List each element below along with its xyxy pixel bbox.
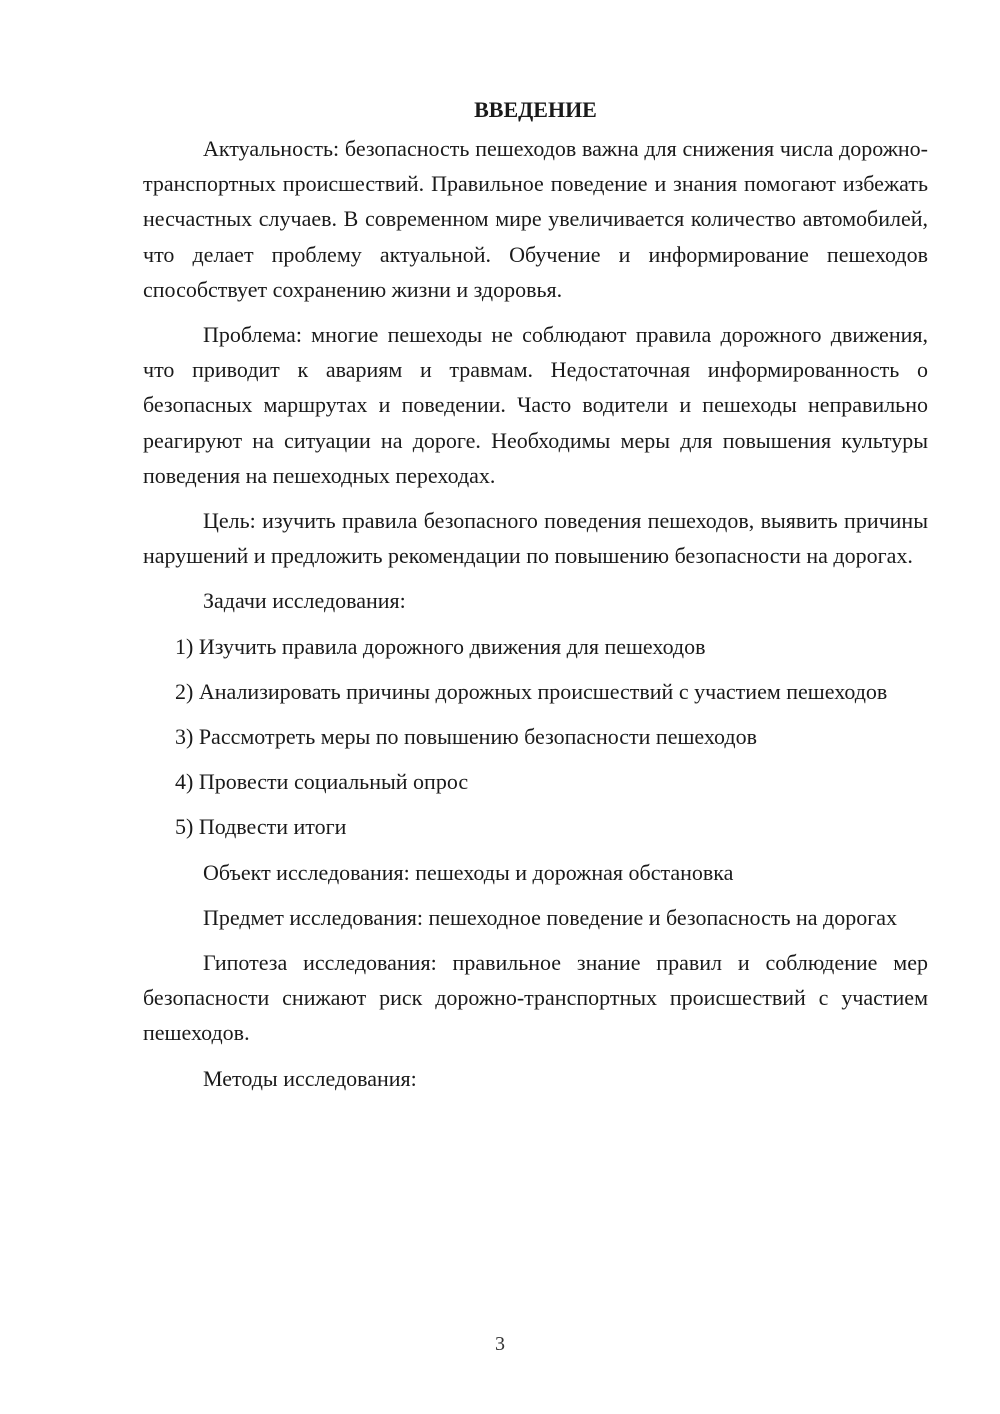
task-item: 3) Рассмотреть меры по повышению безопасности пешеходов <box>175 724 757 750</box>
document-page <box>143 92 928 1106</box>
subject-paragraph: Предмет исследования: пешеходное поведение и безопасность на дорогах <box>203 904 898 930</box>
object-paragraph: Объект исследования: пешеходы и дорожная обстановка <box>203 859 734 885</box>
hypothesis-paragraph: Гипотеза исследования: правильное знание правил и соблюдение мер безопасности снижают риск дорожно-транспортных происшествий с участием пешеходов. <box>143 950 928 1046</box>
task-item: 4) Провести социальный опрос <box>175 769 469 795</box>
page-number: 3 <box>495 1333 505 1355</box>
section-title: ВВЕДЕНИЕ <box>474 97 597 122</box>
task-item: 1) Изучить правила дорожного движения для пешеходов <box>175 633 706 659</box>
methods-heading: Методы исследования: <box>203 1065 417 1091</box>
task-item: 5) Подвести итоги <box>175 814 347 840</box>
problem-paragraph: Проблема: многие пешеходы не соблюдают правила дорожного движения, что приводит к авариям и травмам. Недостаточная информированность о безопасных маршрутах и поведении. Часто водители и пешеходы неправильно реагируют на ситуации на дороге. Необходимы меры для повышения культуры поведения на пешеходных переходах. <box>143 322 928 488</box>
tasks-heading: Задачи исследования: <box>203 588 406 614</box>
goal-paragraph: Цель: изучить правила безопасного поведения пешеходов, выявить причины нарушений и предложить рекомендации по повышению безопасности на дорогах. <box>143 508 928 569</box>
relevance-paragraph: Актуальность: безопасность пешеходов важна для снижения числа дорожно-транспортных происшествий. Правильное поведение и знания помогают избежать несчастных случаев. В современном мире увеличивается количество автомобилей, что делает проблему актуальной. Обучение и информирование пешеходов способствует сохранению жизни и здоровья. <box>143 136 928 302</box>
task-item: 2) Анализировать причины дорожных происшествий с участием пешеходов <box>175 678 888 704</box>
